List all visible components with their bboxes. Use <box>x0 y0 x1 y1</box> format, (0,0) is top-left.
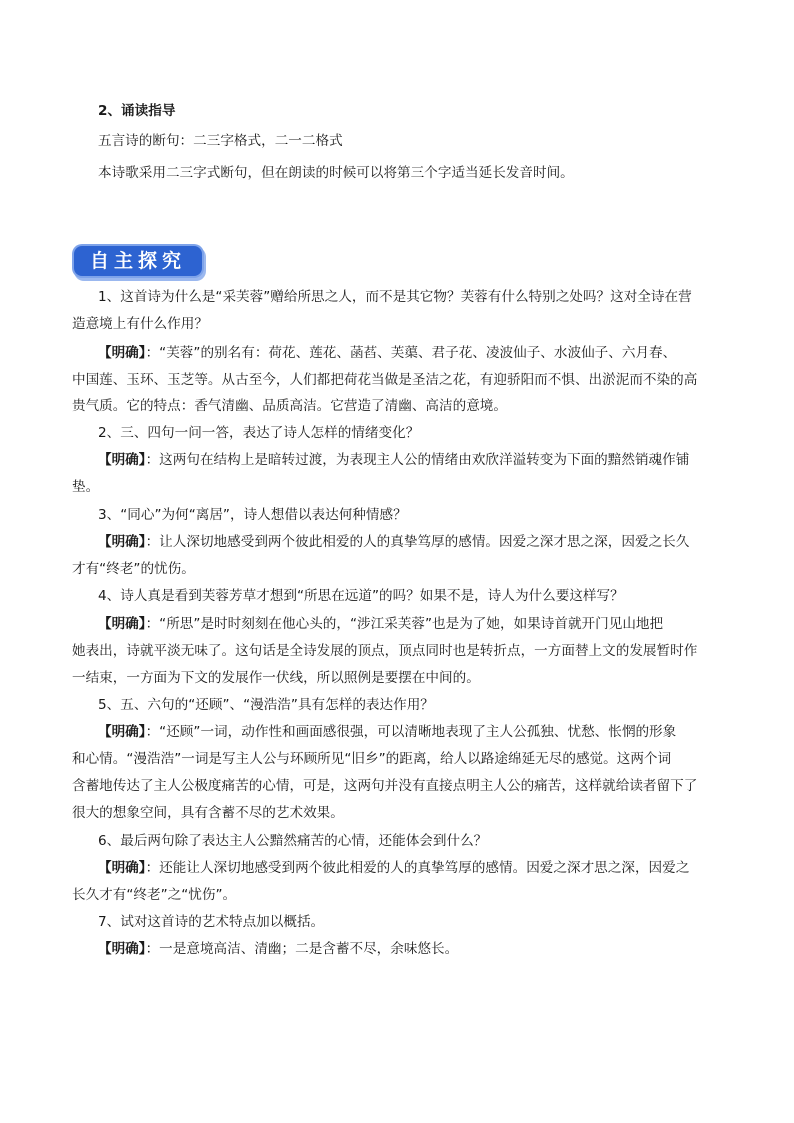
answer-label: 【明确】 <box>98 616 146 632</box>
paragraph: 五言诗的断句：二三字格式，二一二格式 <box>98 133 343 149</box>
paragraph: 本诗歌采用二三字式断句，但在朗读的时候可以将第三个字适当延长发音时间。 <box>98 165 574 181</box>
answer-text: ：一是意境高洁、清幽；二是含蓄不尽，余味悠长。 <box>145 941 459 957</box>
answer-line: 中国莲、玉环、玉芝等。从古至今，人们都把荷花当做是圣洁之花，有迎骄阳而不惧、出淤泥而不染的高 <box>72 372 698 388</box>
answer-line <box>98 529 748 556</box>
answer-line <box>98 447 748 474</box>
answer-label: 【明确】 <box>98 452 146 468</box>
question-line: 1、这首诗为什么是“采芙蓉”赠给所思之人，而不是其它物？芙蓉有什么特别之处吗？这对全诗在营 <box>98 289 692 305</box>
answer-label: 【明确】 <box>98 724 146 740</box>
question-line: 3、“同心”为何“离居”，诗人想借以表达何种情感？ <box>98 507 407 523</box>
answer-line <box>98 855 748 882</box>
answer-text: ：“所思”是时时刻刻在他心头的，“涉江采芙蓉”也是为了她，如果诗首就开门见山地把 <box>145 616 664 632</box>
answer-text: ：这两句在结构上是暗转过渡，为表现主人公的情绪由欢欣洋溢转变为下面的黯然销魂作铺 <box>145 452 690 468</box>
answer-text: ：还能让人深切地感受到两个彼此相爱的人的真挚笃厚的感情。因爱之深才思之深，因爱之 <box>145 860 690 876</box>
question-line: 造意境上有什么作用？ <box>72 316 208 332</box>
answer-line: 垫。 <box>72 479 100 495</box>
answer-line: 才有“终老”的忧伤。 <box>72 561 195 577</box>
answer-text: ：“芙蓉”的别名有：荷花、莲花、菡萏、芙蕖、君子花、凌波仙子、水波仙子、六月春、 <box>145 345 677 361</box>
answer-label: 【明确】 <box>98 941 146 957</box>
question-line: 6、最后两句除了表达主人公黯然痛苦的心情，还能体会到什么？ <box>98 833 488 849</box>
answer-label: 【明确】 <box>98 860 146 876</box>
answer-line: 很大的想象空间，具有含蓄不尽的艺术效果。 <box>72 805 344 821</box>
answer-line: 和心情。“漫浩浩”一词是写主人公与环顾所见“旧乡”的距离，给人以路途绵延无尽的感觉。这两个词 <box>72 751 672 767</box>
answer-line <box>98 611 748 638</box>
question-line: 4、诗人真是看到芙蓉芳草才想到“所思在远道”的吗？如果不是，诗人为什么要这样写？ <box>98 588 624 604</box>
answer-line: 贵气质。它的特点：香气清幽、品质高洁。它营造了清幽、高洁的意境。 <box>72 398 507 414</box>
question-line: 5、五、六句的“还顾”、“漫浩浩”具有怎样的表达作用？ <box>98 697 434 713</box>
section-badge: 自主探究 <box>74 246 202 276</box>
answer-line: 长久才有“终老”之“忧伤”。 <box>72 887 237 903</box>
answer-label: 【明确】 <box>98 345 146 361</box>
answer-line: 含蓄地传达了主人公极度痛苦的心情，可是，这两句并没有直接点明主人公的痛苦，这样就给读者留下了 <box>72 778 698 794</box>
answer-line: 她表出，诗就平淡无味了。这句话是全诗发展的顶点，顶点同时也是转折点，一方面替上文的发展暂时作 <box>72 643 698 659</box>
section-heading: 2、诵读指导 <box>98 103 176 119</box>
answer-line <box>98 719 748 746</box>
question-line: 7、试对这首诗的艺术特点加以概括。 <box>98 914 325 930</box>
answer-text: ：“还顾”一词，动作性和画面感很强，可以清晰地表现了主人公孤独、忧愁、怅惘的形象 <box>145 724 677 740</box>
answer-line <box>98 340 748 367</box>
answer-line <box>98 936 748 963</box>
answer-text: ：让人深切地感受到两个彼此相爱的人的真挚笃厚的感情。因爱之深才思之深，因爱之长久 <box>145 534 690 550</box>
question-line: 2、三、四句一问一答，表达了诗人怎样的情绪变化？ <box>98 425 420 441</box>
answer-label: 【明确】 <box>98 534 146 550</box>
answer-line: 一结束，一方面为下文的发展作一伏线，所以照例是要摆在中间的。 <box>72 670 480 686</box>
